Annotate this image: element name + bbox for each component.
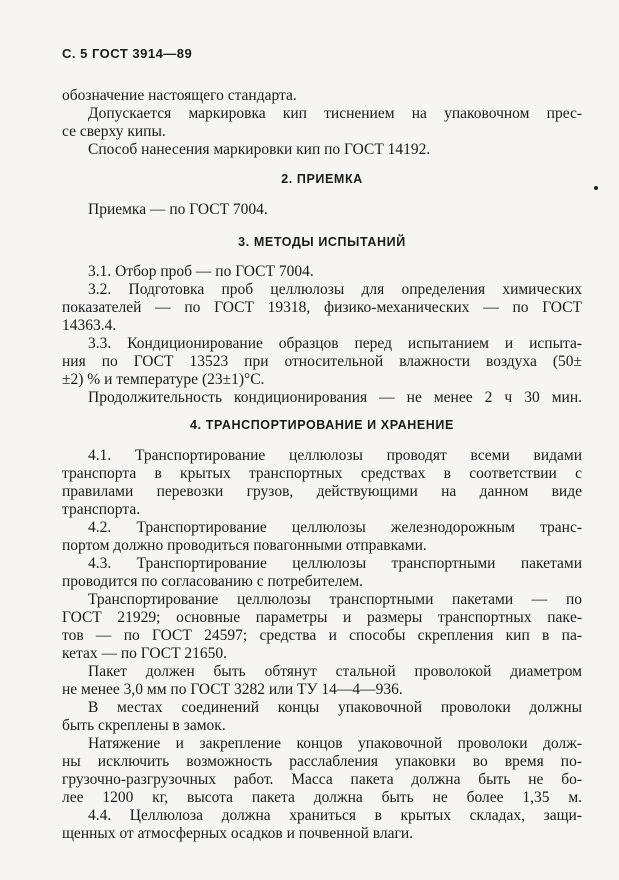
- text-line: ны исключить возможность расслабления упаковки во время по-: [62, 753, 582, 770]
- text-line: 3.3. Кондиционирование образцов перед испытанием и испыта-: [88, 335, 582, 352]
- section-heading: 3. МЕТОДЫ ИСПЫТАНИЙ: [238, 235, 406, 249]
- text-line: Приемка — по ГОСТ 7004.: [88, 201, 268, 218]
- text-line: ГОСТ 21929; основные параметры и размеры транспортных пакe-: [62, 609, 582, 626]
- text-line: Способ нанесения маркировки кип по ГОСТ 14192.: [88, 141, 431, 158]
- text-line: 14363.4.: [62, 317, 117, 334]
- ink-dot: [594, 186, 598, 190]
- text-line: портом должно проводиться повагонными отправками.: [62, 537, 427, 554]
- text-line: обозначение настоящего стандарта.: [62, 87, 297, 104]
- text-line: Пакет должен быть обтянут стальной проволокой диаметром: [88, 663, 582, 680]
- text-line: 3.1. Отбор проб — по ГОСТ 7004.: [88, 263, 314, 280]
- text-line: В местах соединений концы упаковочной проволоки должны: [88, 699, 582, 716]
- text-line: ния по ГОСТ 13523 при относительной влажности воздуха (50±: [62, 353, 582, 370]
- text-line: 4.1. Транспортирование целлюлозы проводят всеми видами: [88, 447, 582, 464]
- text-line: Продолжительность кондиционирования — не менее 2 ч 30 мин.: [88, 389, 582, 406]
- text-line: быть скреплены в замок.: [62, 717, 226, 734]
- text-line: щенных от атмосферных осадков и почвенной влаги.: [62, 825, 414, 842]
- text-line: се сверху кипы.: [62, 123, 166, 140]
- text-line: грузочно-разгрузочных работ. Масса пакета должна быть не бо-: [62, 771, 582, 788]
- text-line: ±2) % и температуре (23±1)°С.: [62, 371, 265, 388]
- section-heading: 2. ПРИЕМКА: [281, 172, 363, 186]
- text-line: тов — по ГОСТ 24597; средства и способы скрепления кип в па-: [62, 627, 582, 644]
- text-line: транспорта в крытых транспортных средствах в соответствии с: [62, 465, 582, 482]
- text-line: правилами перевозки грузов, действующими на данном виде: [62, 483, 582, 500]
- text-line: Транспортирование целлюлозы транспортными пакетами — по: [88, 591, 582, 608]
- text-line: 4.2. Транспортирование целлюлозы железнодорожным транс-: [88, 519, 582, 536]
- text-line: транспорта.: [62, 501, 141, 518]
- text-line: проводится по согласованию с потребителем.: [62, 573, 364, 590]
- page-header: С. 5 ГОСТ 3914—89: [62, 46, 193, 61]
- text-line: не менее 3,0 мм по ГОСТ 3282 или ТУ 14—4—936.: [62, 681, 403, 698]
- section-heading: 4. ТРАНСПОРТИРОВАНИЕ И ХРАНЕНИЕ: [190, 418, 454, 432]
- text-line: показателей — по ГОСТ 19318, физико-механических — по ГОСТ: [62, 299, 582, 316]
- text-line: кетах — по ГОСТ 21650.: [62, 645, 228, 662]
- text-line: лее 1200 кг, высота пакета должна быть не более 1,35 м.: [62, 789, 582, 806]
- text-line: Допускается маркировка кип тиснением на упаковочном прес-: [88, 105, 582, 122]
- text-line: Натяжение и закрепление концов упаковочной проволоки долж-: [88, 735, 582, 752]
- text-line: 4.3. Транспортирование целлюлозы транспортными пакетами: [88, 555, 582, 572]
- text-line: 3.2. Подготовка проб целлюлозы для определения химических: [88, 281, 582, 298]
- text-line: 4.4. Целлюлоза должна храниться в крытых складах, защи-: [88, 807, 582, 824]
